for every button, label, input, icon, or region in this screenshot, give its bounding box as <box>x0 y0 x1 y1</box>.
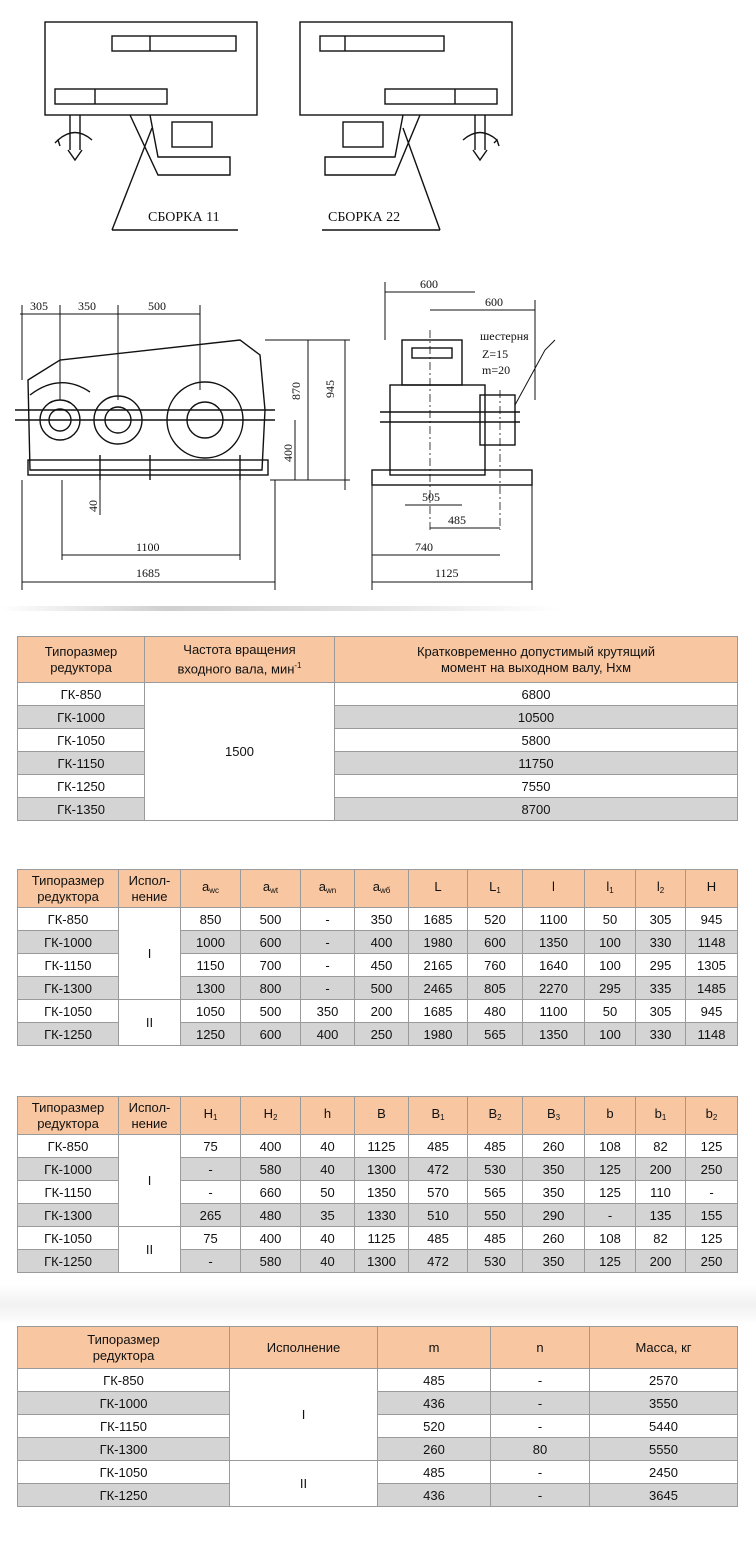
dimensions-table-b <box>17 1096 738 1273</box>
dim-1100: 1100 <box>136 540 160 554</box>
cell-value: 260 <box>523 1227 585 1250</box>
header-dim: $a_{wc}$ <box>181 870 241 908</box>
dim-500: 500 <box>148 299 166 313</box>
cell-value: 1685 <box>409 1000 468 1023</box>
cell-value: 40 <box>301 1158 355 1181</box>
table-row <box>18 1438 738 1461</box>
cell-torque: 7550 <box>335 775 738 798</box>
header-size: Типоразмер редуктора <box>18 1327 230 1369</box>
dim-485: 485 <box>448 513 466 527</box>
header-dim: $B_3$ <box>523 1097 585 1135</box>
header-dim: $L_1$ <box>468 870 523 908</box>
cell-value: 135 <box>636 1204 686 1227</box>
cell-value: 350 <box>523 1250 585 1273</box>
cell-size: ГК-1050 <box>18 1000 119 1023</box>
cell-value: 530 <box>468 1158 523 1181</box>
cell-value: 1150 <box>181 954 241 977</box>
cell-value: 580 <box>241 1158 301 1181</box>
dim-945: 945 <box>323 380 337 398</box>
cell-m: 485 <box>378 1369 491 1392</box>
cell-speed: 1500 <box>145 683 335 821</box>
header-dim: $a_{wn}$ <box>301 870 355 908</box>
cell-value: 485 <box>468 1135 523 1158</box>
mass-table <box>17 1326 738 1507</box>
cell-size: ГК-1250 <box>18 1484 230 1507</box>
cell-value: 472 <box>409 1158 468 1181</box>
cell-size: ГК-1250 <box>18 1023 119 1046</box>
cell-value: 125 <box>585 1158 636 1181</box>
cell-value: 1980 <box>409 1023 468 1046</box>
cell-size: ГК-1050 <box>18 729 145 752</box>
cell-value: 570 <box>409 1181 468 1204</box>
cell-value: - <box>181 1181 241 1204</box>
cell-value: 945 <box>686 908 738 931</box>
dimensions-table-a <box>17 869 738 1046</box>
cell-value: 500 <box>241 1000 301 1023</box>
cell-value: 260 <box>523 1135 585 1158</box>
separator-shadow <box>0 606 560 611</box>
cell-value: 155 <box>686 1204 738 1227</box>
cell-size: ГК-1150 <box>18 752 145 775</box>
cell-value: 250 <box>686 1250 738 1273</box>
header-size: Типоразмер редуктора <box>18 1097 119 1135</box>
cell-size: ГК-850 <box>18 1369 230 1392</box>
cell-value: 400 <box>301 1023 355 1046</box>
header-n: n <box>491 1327 590 1369</box>
cell-size: ГК-1000 <box>18 931 119 954</box>
cell-torque: 6800 <box>335 683 738 706</box>
cell-value: 520 <box>468 908 523 931</box>
cell-value: 1250 <box>181 1023 241 1046</box>
cell-size: ГК-1150 <box>18 954 119 977</box>
assembly-11-label: СБОРКА 11 <box>148 210 220 225</box>
header-dim: $B_2$ <box>468 1097 523 1135</box>
cell-value: 50 <box>585 908 636 931</box>
table-row <box>18 1000 738 1023</box>
cell-value: - <box>301 977 355 1000</box>
cell-value: 50 <box>301 1181 355 1204</box>
cell-value: 75 <box>181 1227 241 1250</box>
gearbox-front-view <box>15 305 350 590</box>
cell-value: 295 <box>585 977 636 1000</box>
header-size: Типоразмер редуктора <box>18 637 145 683</box>
cell-m: 436 <box>378 1484 491 1507</box>
cell-value: 472 <box>409 1250 468 1273</box>
torque-table <box>17 636 738 821</box>
table-row <box>18 1461 738 1484</box>
cell-value: 350 <box>301 1000 355 1023</box>
dim-600-top: 600 <box>420 277 438 291</box>
cell-value: 1350 <box>523 931 585 954</box>
cell-n: - <box>491 1461 590 1484</box>
cell-m: 436 <box>378 1392 491 1415</box>
cell-value: 100 <box>585 931 636 954</box>
dim-305: 305 <box>30 299 48 313</box>
header-dim: $H_2$ <box>241 1097 301 1135</box>
cell-value: 600 <box>468 931 523 954</box>
table-row <box>18 1135 738 1158</box>
cell-value: 40 <box>301 1135 355 1158</box>
cell-value: - <box>181 1250 241 1273</box>
header-dim: $H_1$ <box>181 1097 241 1135</box>
cell-size: ГК-1350 <box>18 798 145 821</box>
cell-value: 565 <box>468 1023 523 1046</box>
cell-torque: 10500 <box>335 706 738 729</box>
cell-value: 530 <box>468 1250 523 1273</box>
cell-value: 125 <box>686 1135 738 1158</box>
cell-value: 660 <box>241 1181 301 1204</box>
header-size: Типоразмер редуктора <box>18 870 119 908</box>
cell-value: 350 <box>523 1181 585 1204</box>
header-dim: h <box>301 1097 355 1135</box>
cell-value: 200 <box>355 1000 409 1023</box>
cell-size: ГК-1250 <box>18 1250 119 1273</box>
cell-torque: 5800 <box>335 729 738 752</box>
cell-value: 480 <box>241 1204 301 1227</box>
cell-value: - <box>301 908 355 931</box>
header-dim: H <box>686 870 738 908</box>
header-dim: l <box>523 870 585 908</box>
header-dim: B <box>355 1097 409 1135</box>
header-mass: Масса, кг <box>590 1327 738 1369</box>
cell-value: 295 <box>636 954 686 977</box>
table-row <box>18 1369 738 1392</box>
cell-value: 110 <box>636 1181 686 1204</box>
cell-value: 1100 <box>523 1000 585 1023</box>
header-dim: b <box>585 1097 636 1135</box>
header-exec: Исполнение <box>230 1327 378 1369</box>
cell-value: 330 <box>636 1023 686 1046</box>
dim-505: 505 <box>422 490 440 504</box>
cell-value: 100 <box>585 954 636 977</box>
cell-value: 250 <box>355 1023 409 1046</box>
cell-mass: 2570 <box>590 1369 738 1392</box>
dim-600-bottom: 600 <box>485 295 503 309</box>
cell-mass: 5550 <box>590 1438 738 1461</box>
cell-value: 945 <box>686 1000 738 1023</box>
cell-n: - <box>491 1415 590 1438</box>
cell-size: ГК-850 <box>18 683 145 706</box>
header-dim: $b_1$ <box>636 1097 686 1135</box>
table-row <box>18 1484 738 1507</box>
cell-value: 1330 <box>355 1204 409 1227</box>
header-speed: Частота вращения входного вала, мин$^{-1}$ <box>145 637 335 683</box>
assembly-22-schematic <box>300 22 512 230</box>
dim-1685: 1685 <box>136 566 160 580</box>
cell-value: 125 <box>686 1227 738 1250</box>
cell-value: 2270 <box>523 977 585 1000</box>
technical-drawing <box>0 0 756 610</box>
header-torque: Кратковременно допустимый крутящий момент на выходном валу, Нхм <box>335 637 738 683</box>
cell-value: 200 <box>636 1250 686 1273</box>
cell-exec: II <box>230 1461 378 1507</box>
cell-n: - <box>491 1369 590 1392</box>
cell-value: 350 <box>523 1158 585 1181</box>
cell-mass: 3645 <box>590 1484 738 1507</box>
cell-value: 75 <box>181 1135 241 1158</box>
cell-exec: II <box>119 1227 181 1273</box>
cell-value: 2465 <box>409 977 468 1000</box>
cell-value: 500 <box>241 908 301 931</box>
cell-value: 580 <box>241 1250 301 1273</box>
cell-value: 400 <box>241 1227 301 1250</box>
cell-value: 1125 <box>355 1227 409 1250</box>
cell-torque: 11750 <box>335 752 738 775</box>
cell-value: 335 <box>636 977 686 1000</box>
cell-n: - <box>491 1392 590 1415</box>
header-dim: $a_{wt}$ <box>241 870 301 908</box>
cell-value: 480 <box>468 1000 523 1023</box>
cell-size: ГК-1300 <box>18 977 119 1000</box>
cell-value: 1000 <box>181 931 241 954</box>
cell-exec: I <box>230 1369 378 1461</box>
cell-value: 800 <box>241 977 301 1000</box>
cell-mass: 2450 <box>590 1461 738 1484</box>
cell-value: 1100 <box>523 908 585 931</box>
cell-value: 600 <box>241 931 301 954</box>
teeth-label: Z=15 <box>482 347 509 361</box>
cell-value: 760 <box>468 954 523 977</box>
cell-value: 290 <box>523 1204 585 1227</box>
cell-value: 108 <box>585 1227 636 1250</box>
cell-value: 50 <box>585 1000 636 1023</box>
cell-size: ГК-1250 <box>18 775 145 798</box>
cell-value: - <box>181 1158 241 1181</box>
cell-value: 700 <box>241 954 301 977</box>
cell-value: 1125 <box>355 1135 409 1158</box>
cell-value: 510 <box>409 1204 468 1227</box>
table-row <box>18 1415 738 1438</box>
cell-n: 80 <box>491 1438 590 1461</box>
cell-value: 1305 <box>686 954 738 977</box>
dim-350: 350 <box>78 299 96 313</box>
cell-value: 400 <box>355 931 409 954</box>
dim-1125: 1125 <box>435 566 459 580</box>
module-label: m=20 <box>482 363 511 377</box>
table-row <box>18 1227 738 1250</box>
cell-value: 1980 <box>409 931 468 954</box>
cell-value: 305 <box>636 1000 686 1023</box>
cell-value: 1300 <box>181 977 241 1000</box>
cell-value: 250 <box>686 1158 738 1181</box>
cell-value: - <box>301 954 355 977</box>
cell-value: 350 <box>355 908 409 931</box>
cell-value: 1485 <box>686 977 738 1000</box>
cell-value: 1050 <box>181 1000 241 1023</box>
cell-value: 1300 <box>355 1250 409 1273</box>
cell-value: 200 <box>636 1158 686 1181</box>
cell-value: 805 <box>468 977 523 1000</box>
cell-value: 565 <box>468 1181 523 1204</box>
cell-value: 265 <box>181 1204 241 1227</box>
cell-mass: 3550 <box>590 1392 738 1415</box>
cell-size: ГК-1000 <box>18 1392 230 1415</box>
header-m: m <box>378 1327 491 1369</box>
header-exec: Испол- нение <box>119 870 181 908</box>
cell-value: 1350 <box>523 1023 585 1046</box>
header-dim: $l_1$ <box>585 870 636 908</box>
cell-size: ГК-1300 <box>18 1204 119 1227</box>
cell-value: 2165 <box>409 954 468 977</box>
cell-exec: I <box>119 1135 181 1227</box>
cell-value: 600 <box>241 1023 301 1046</box>
cell-size: ГК-1150 <box>18 1415 230 1438</box>
cell-value: 330 <box>636 931 686 954</box>
cell-torque: 8700 <box>335 798 738 821</box>
cell-size: ГК-850 <box>18 908 119 931</box>
cell-m: 520 <box>378 1415 491 1438</box>
cell-value: 125 <box>585 1250 636 1273</box>
cell-value: - <box>301 931 355 954</box>
cell-value: - <box>585 1204 636 1227</box>
cell-size: ГК-1050 <box>18 1227 119 1250</box>
cell-value: 1148 <box>686 931 738 954</box>
cell-value: 1300 <box>355 1158 409 1181</box>
cell-value: 1640 <box>523 954 585 977</box>
cell-size: ГК-1050 <box>18 1461 230 1484</box>
cell-value: 108 <box>585 1135 636 1158</box>
header-dim: $B_1$ <box>409 1097 468 1135</box>
dim-40: 40 <box>86 500 100 512</box>
cell-value: 125 <box>585 1181 636 1204</box>
cell-exec: I <box>119 908 181 1000</box>
cell-m: 485 <box>378 1461 491 1484</box>
cell-value: 450 <box>355 954 409 977</box>
header-dim: L <box>409 870 468 908</box>
cell-value: 82 <box>636 1227 686 1250</box>
cell-size: ГК-1150 <box>18 1181 119 1204</box>
header-dim: $l_2$ <box>636 870 686 908</box>
header-dim: $b_2$ <box>686 1097 738 1135</box>
header-dim: $a_{wб}$ <box>355 870 409 908</box>
cell-value: 485 <box>409 1227 468 1250</box>
cell-value: 550 <box>468 1204 523 1227</box>
cell-size: ГК-1000 <box>18 706 145 729</box>
cell-n: - <box>491 1484 590 1507</box>
cell-value: 500 <box>355 977 409 1000</box>
cell-value: 485 <box>468 1227 523 1250</box>
dim-400: 400 <box>281 444 295 462</box>
cell-value: 1148 <box>686 1023 738 1046</box>
cell-value: 305 <box>636 908 686 931</box>
assembly-11-schematic <box>45 22 257 230</box>
cell-value: 35 <box>301 1204 355 1227</box>
cell-value: 400 <box>241 1135 301 1158</box>
cell-m: 260 <box>378 1438 491 1461</box>
cell-value: 40 <box>301 1227 355 1250</box>
dim-870: 870 <box>289 382 303 400</box>
cell-value: 1685 <box>409 908 468 931</box>
background-fade <box>0 1285 756 1325</box>
cell-size: ГК-1000 <box>18 1158 119 1181</box>
cell-value: 82 <box>636 1135 686 1158</box>
cell-value: 100 <box>585 1023 636 1046</box>
pinion-label: шестерня <box>480 329 529 343</box>
cell-exec: II <box>119 1000 181 1046</box>
dim-740: 740 <box>415 540 433 554</box>
table-row <box>18 908 738 931</box>
cell-mass: 5440 <box>590 1415 738 1438</box>
cell-value: 40 <box>301 1250 355 1273</box>
cell-size: ГК-850 <box>18 1135 119 1158</box>
cell-value: 850 <box>181 908 241 931</box>
table-row <box>18 1392 738 1415</box>
cell-size: ГК-1300 <box>18 1438 230 1461</box>
assembly-22-label: СБОРКА 22 <box>328 210 401 225</box>
cell-value: 1350 <box>355 1181 409 1204</box>
cell-value: 485 <box>409 1135 468 1158</box>
header-exec: Испол- нение <box>119 1097 181 1135</box>
cell-value: - <box>686 1181 738 1204</box>
